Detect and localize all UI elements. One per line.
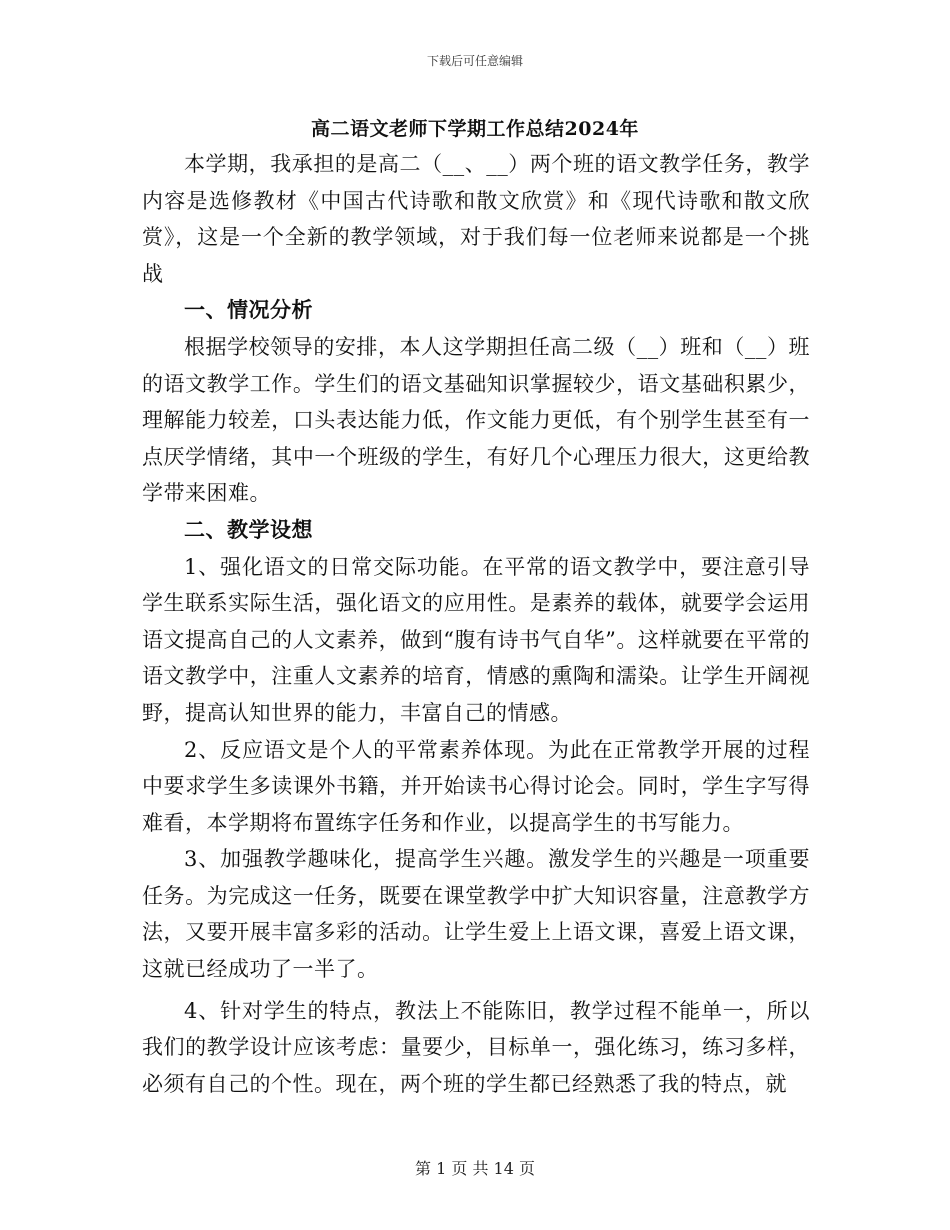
intro-paragraph: 本学期，我承担的是高二（__、__）两个班的语文教学任务，教学内容是选修教材《中国古代诗歌和散文欣赏》和《现代诗歌和散文欣赏》，这是一个全新的教学领域，对于我们每一位老师来说都是一个挑战: [142, 152, 810, 286]
document-title: 高二语文老师下学期工作总结2024年: [311, 118, 639, 140]
plan-item-2: 2、反应语文是个人的平常素养体现。为此在正常教学开展的过程中要求学生多读课外书籍，并开始读书心得讨论会。同时，学生字写得难看，本学期将布置练字任务和作业，以提高学生的书写能力。: [142, 737, 810, 835]
document-body: [142, 146, 810, 1102]
situation-paragraph: 根据学校领导的安排，本人这学期担任高二级（__）班和（__）班的语文教学工作。学生们的语文基础知识掌握较少，语文基础积累少，理解能力较差，口头表达能力低，作文能力更低，有个别学生甚至有一点厌学情绪，其中一个班级的学生，有好几个心理压力很大，这更给教学带来困难。: [142, 334, 810, 506]
section-heading-situation: 一、情况分析: [184, 297, 313, 323]
plan-item-3: 3、加强教学趣味化，提高学生兴趣。激发学生的兴趣是一项重要任务。为完成这一任务，既要在课堂教学中扩大知识容量，注意教学方法，又要开展丰富多彩的活动。让学生爱上上语文课，喜爱上语文课，这就已经成功了一半了。: [142, 847, 810, 982]
section-heading-teaching-plan: 二、教学设想: [184, 516, 313, 542]
plan-item-4: 4、针对学生的特点，教法上不能陈旧，教学过程不能单一，所以我们的教学设计应该考虑：量要少，目标单一，强化练习，练习多样，必须有自己的个性。现在，两个班的学生都已经熟悉了我的特点，就: [142, 998, 810, 1096]
plan-item-1: 1、强化语文的日常交际功能。在平常的语文教学中，要注意引导学生联系实际生活，强化语文的应用性。是素养的载体，就要学会运用语文提高自己的人文素养，做到“腹有诗书气自华”。这样就要在平常的语文教学中，注重人文素养的培育，情感的熏陶和濡染。让学生开阔视野，提高认知世界的能力，丰富自己的情感。: [142, 554, 810, 725]
page-number: 第 1 页 共 14 页: [415, 1159, 535, 1178]
header-note: 下载后可任意编辑: [426, 54, 523, 68]
